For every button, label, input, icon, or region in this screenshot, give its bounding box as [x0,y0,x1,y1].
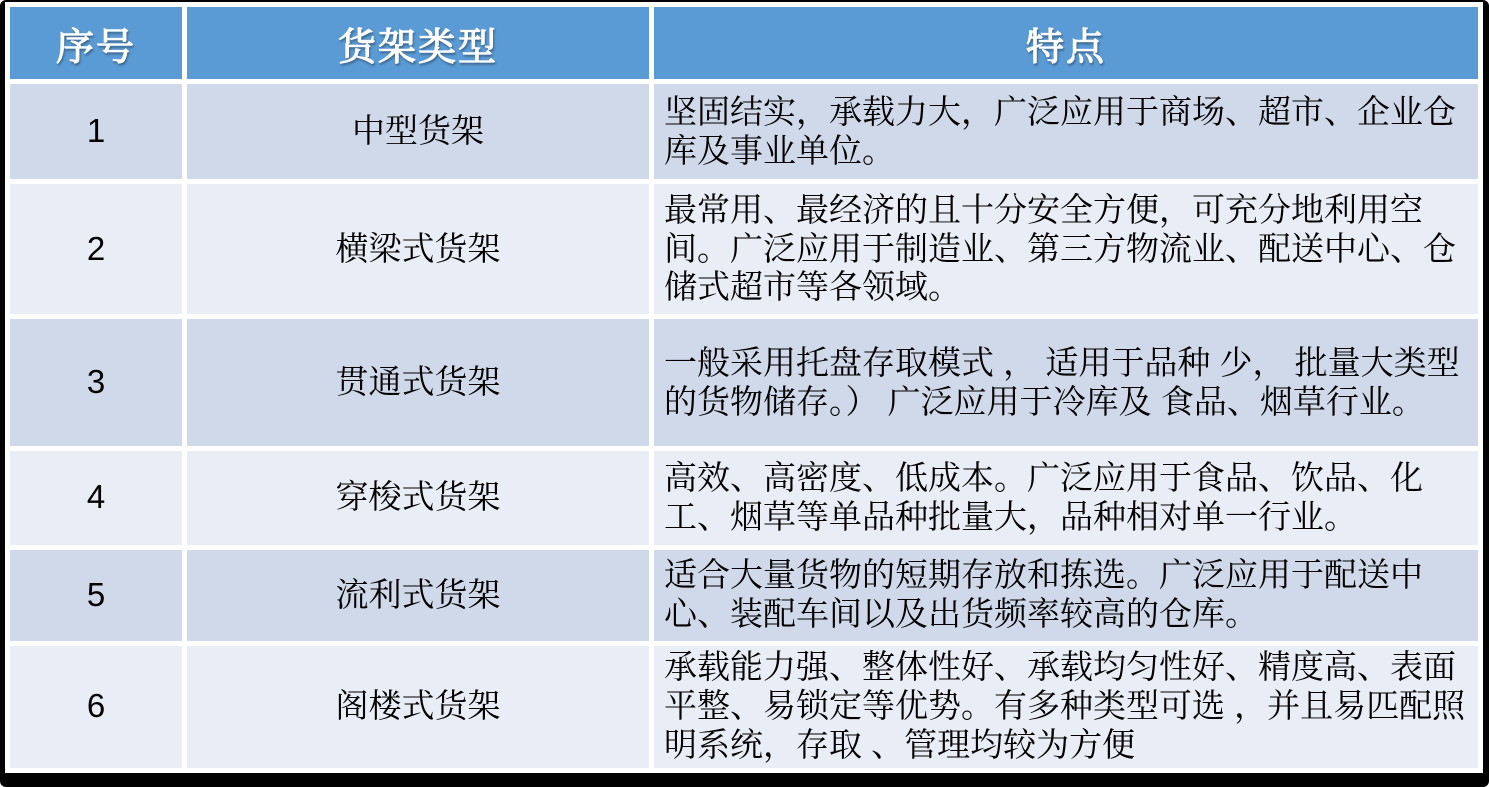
row-number: 6 [10,646,182,768]
shelf-features: 一般采用托盘存取模式 ， 适用于品种 少， 批量大类型的货物储存。） 广泛应用于冷库及 食品、烟草行业。 [654,319,1478,447]
column-header-features: 特点 [654,7,1478,79]
shelf-features: 坚固结实，承载力大，广泛应用于商场、超市、企业仓库及事业单位。 [654,84,1478,179]
shelf-features: 适合大量货物的短期存放和拣选。广泛应用于配送中心、装配车间以及出货频率较高的仓库。 [654,550,1478,641]
shelf-type: 中型货架 [187,84,649,179]
table-body [10,84,1478,768]
shelf-type: 横梁式货架 [187,184,649,314]
table-row [10,84,1478,179]
shelf-type: 穿梭式货架 [187,451,649,544]
table-row [10,319,1478,447]
shelf-types-table [5,2,1483,773]
table-header [10,7,1478,79]
row-number: 2 [10,184,182,314]
shelf-features: 高效、高密度、低成本。广泛应用于食品、饮品、化工、烟草等单品种批量大，品种相对单一行业。 [654,451,1478,544]
row-number: 3 [10,319,182,447]
table-row [10,550,1478,641]
table-row [10,184,1478,314]
column-header-index: 序号 [10,7,182,79]
shelf-features: 最常用、最经济的且十分安全方便，可充分地利用空间。广泛应用于制造业、第三方物流业、配送中心、仓储式超市等各领域。 [654,184,1478,314]
table-row [10,451,1478,544]
shelf-type: 贯通式货架 [187,319,649,447]
row-number: 4 [10,451,182,544]
shelf-type: 阁楼式货架 [187,646,649,768]
row-number: 5 [10,550,182,641]
row-number: 1 [10,84,182,179]
shelf-features: 承载能力强、整体性好、承载均匀性好、精度高、表面平整、易锁定等优势。有多种类型可选 ，并且易匹配照明系统，存取 、管理均较为方便 [654,646,1478,768]
header-row [10,7,1478,79]
shelf-type: 流利式货架 [187,550,649,641]
column-header-shelf-type: 货架类型 [187,7,649,79]
table-row [10,646,1478,768]
